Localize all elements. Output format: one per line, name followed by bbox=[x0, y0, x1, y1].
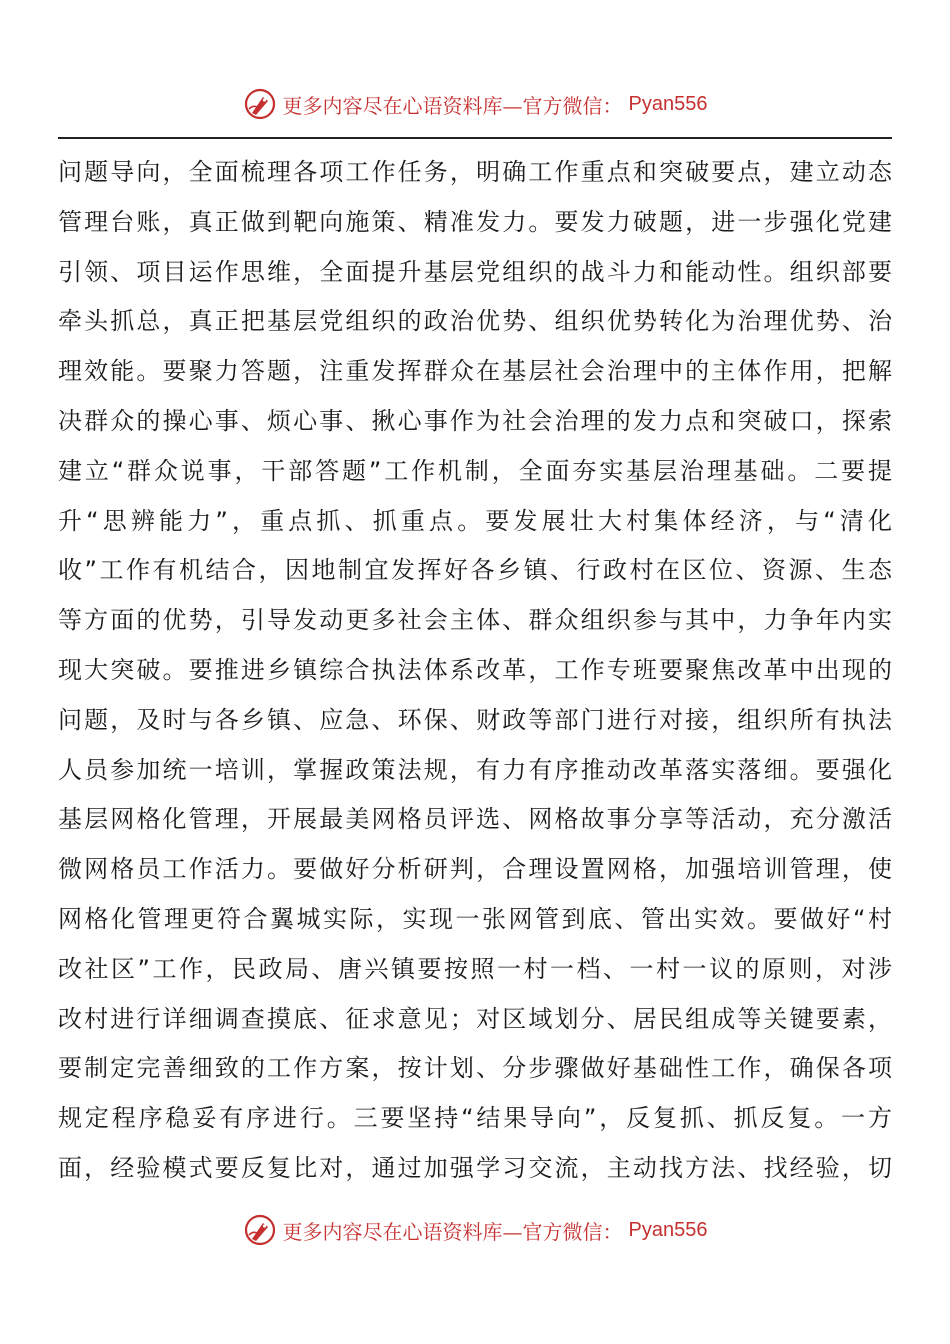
pen-nib-logo-icon bbox=[243, 87, 277, 121]
text-line: 微网格员工作活力。要做好分析研判，合理设置网格，加强培训管理，使 bbox=[58, 855, 892, 884]
header-divider bbox=[58, 137, 892, 139]
text-line: 决群众的操心事、烦心事、揪心事作为社会治理的发力点和突破口，探索 bbox=[58, 406, 892, 435]
text-line: 引领、项目运作思维，全面提升基层党组织的战斗力和能动性。组织部要 bbox=[58, 257, 892, 286]
text-line: 改社区”工作，民政局、唐兴镇要按照一村一档、一村一议的原则，对涉 bbox=[58, 954, 892, 983]
text-line: 理效能。要聚力答题，注重发挥群众在基层社会治理中的主体作用，把解 bbox=[58, 357, 892, 386]
watermark-wechat-id: Pyan556 bbox=[628, 1218, 708, 1241]
pen-nib-logo-icon bbox=[243, 1213, 277, 1247]
text-line: 管理台账，真正做到靶向施策、精准发力。要发力破题，进一步强化党建 bbox=[58, 207, 892, 236]
watermark-brand bbox=[243, 87, 708, 121]
text-line: 问题导向，全面梳理各项工作任务，明确工作重点和突破要点，建立动态 bbox=[58, 158, 892, 186]
text-line: 基层网格化管理，开展最美网格员评选、网格故事分享等活动，充分激活 bbox=[58, 805, 892, 834]
text-line: 建立“群众说事，干部答题”工作机制，全面夯实基层治理基础。二要提 bbox=[58, 456, 892, 485]
text-line: 规定程序稳妥有序进行。三要坚持“结果导向”，反复抓、抓反复。一方 bbox=[58, 1104, 892, 1133]
text-line: 收”工作有机结合，因地制宜发挥好各乡镇、行政村在区位、资源、生态 bbox=[58, 556, 892, 585]
document-body bbox=[58, 148, 892, 1194]
text-line: 升“思辨能力”，重点抓、抓重点。要发展壮大村集体经济，与“清化 bbox=[58, 506, 892, 535]
text-line: 要制定完善细致的工作方案，按计划、分步骤做好基础性工作，确保各项 bbox=[58, 1054, 892, 1083]
text-line: 网格化管理更符合翼城实际，实现一张网管到底、管出实效。要做好“村 bbox=[58, 904, 892, 933]
watermark-brand bbox=[243, 1213, 708, 1247]
text-line: 面，经验模式要反复比对，通过加强学习交流，主动找方法、找经验，切 bbox=[58, 1153, 892, 1182]
text-line: 问题，及时与各乡镇、应急、环保、财政等部门进行对接，组织所有执法 bbox=[58, 705, 892, 734]
text-line: 人员参加统一培训，掌握政策法规，有力有序推动改革落实落细。要强化 bbox=[58, 755, 892, 784]
watermark-text: 更多内容尽在心语资料库—官方微信： bbox=[282, 93, 623, 118]
page-header-watermark bbox=[0, 84, 950, 124]
text-line: 现大突破。要推进乡镇综合执法体系改革，工作专班要聚焦改革中出现的 bbox=[58, 655, 892, 684]
watermark-wechat-id: Pyan556 bbox=[628, 92, 708, 115]
text-line: 改村进行详细调查摸底、征求意见；对区域划分、居民组成等关键要素， bbox=[58, 1004, 892, 1033]
text-line: 牵头抓总，真正把基层党组织的政治优势、组织优势转化为治理优势、治 bbox=[58, 307, 892, 336]
text-line: 等方面的优势，引导发动更多社会主体、群众组织参与其中，力争年内实 bbox=[58, 606, 892, 635]
watermark-text: 更多内容尽在心语资料库—官方微信： bbox=[282, 1219, 623, 1244]
page-footer-watermark bbox=[0, 1210, 950, 1250]
